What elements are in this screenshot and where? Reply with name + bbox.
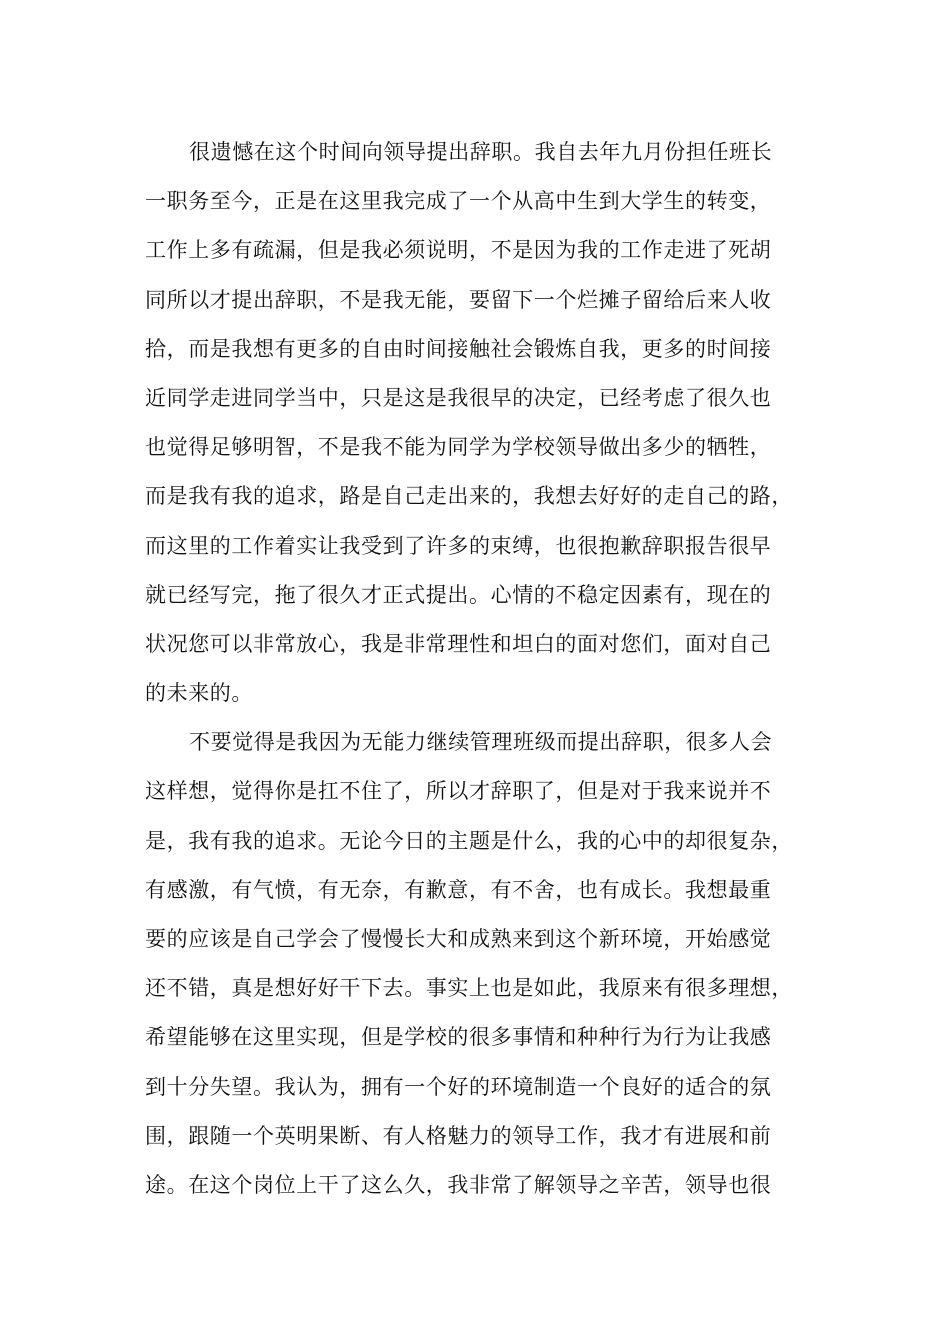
text-line: 一职务至今，正是在这里我完成了一个从高中生到大学生的转变， xyxy=(145,189,772,214)
text-line: 是，我有我的追求。无论今日的主题是什么，我的心中的却很复杂， xyxy=(145,828,793,853)
text-line: 还不错，真是想好好干下去。事实上也是如此，我原来有很多理想， xyxy=(145,976,793,1001)
text-line: 而这里的工作着实让我受到了许多的束缚，也很抱歉辞职报告很早 xyxy=(145,533,772,558)
paragraph-1 xyxy=(145,128,825,718)
text-line: 近同学走进同学当中，只是这是我很早的决定，已经考虑了很久也 xyxy=(145,385,772,410)
text-line: 要的应该是自己学会了慢慢长大和成熟来到这个新环境，开始感觉 xyxy=(145,927,772,951)
text-line: 这样想，觉得你是扛不住了，所以才辞职了，但是对于我来说并不 xyxy=(145,779,772,804)
document-body xyxy=(145,128,825,1210)
text-line: 很遗憾在这个时间向领导提出辞职。我自去年九月份担任班长 xyxy=(189,140,773,164)
text-line: 而是我有我的追求，路是自己走出来的，我想去好好的走自己的路， xyxy=(145,484,793,509)
text-line: 围，跟随一个英明果断、有人格魅力的领导工作，我才有进展和前 xyxy=(145,1123,772,1148)
text-line: 不要觉得是我因为无能力继续管理班级而提出辞职，很多人会 xyxy=(189,730,773,755)
text-line: 途。在这个岗位上干了这么久，我非常了解领导之辛苦，领导也很 xyxy=(145,1172,772,1197)
paragraph-2 xyxy=(145,718,825,1210)
text-line: 希望能够在这里实现，但是学校的很多事情和种种行为行为让我感 xyxy=(145,1025,772,1050)
text-line: 工作上多有疏漏，但是我必须说明，不是因为我的工作走进了死胡 xyxy=(145,238,772,263)
text-line: 就已经写完，拖了很久才正式提出。心情的不稳定因素有，现在的 xyxy=(145,582,772,607)
text-line: 拾，而是我想有更多的自由时间接触社会锻炼自我，更多的时间接 xyxy=(145,336,772,361)
text-line: 到十分失望。我认为，拥有一个好的环境制造一个良好的适合的氛 xyxy=(145,1074,772,1099)
text-line: 有感激，有气愤，有无奈，有歉意，有不舍，也有成长。我想最重 xyxy=(145,877,772,902)
text-line: 同所以才提出辞职，不是我无能，要留下一个烂摊子留给后来人收 xyxy=(145,287,772,312)
text-line: 的未来的。 xyxy=(145,681,253,706)
text-line: 也觉得足够明智，不是我不能为同学为学校领导做出多少的牺牲， xyxy=(145,435,772,460)
text-line: 状况您可以非常放心，我是非常理性和坦白的面对您们，面对自己 xyxy=(145,631,772,656)
